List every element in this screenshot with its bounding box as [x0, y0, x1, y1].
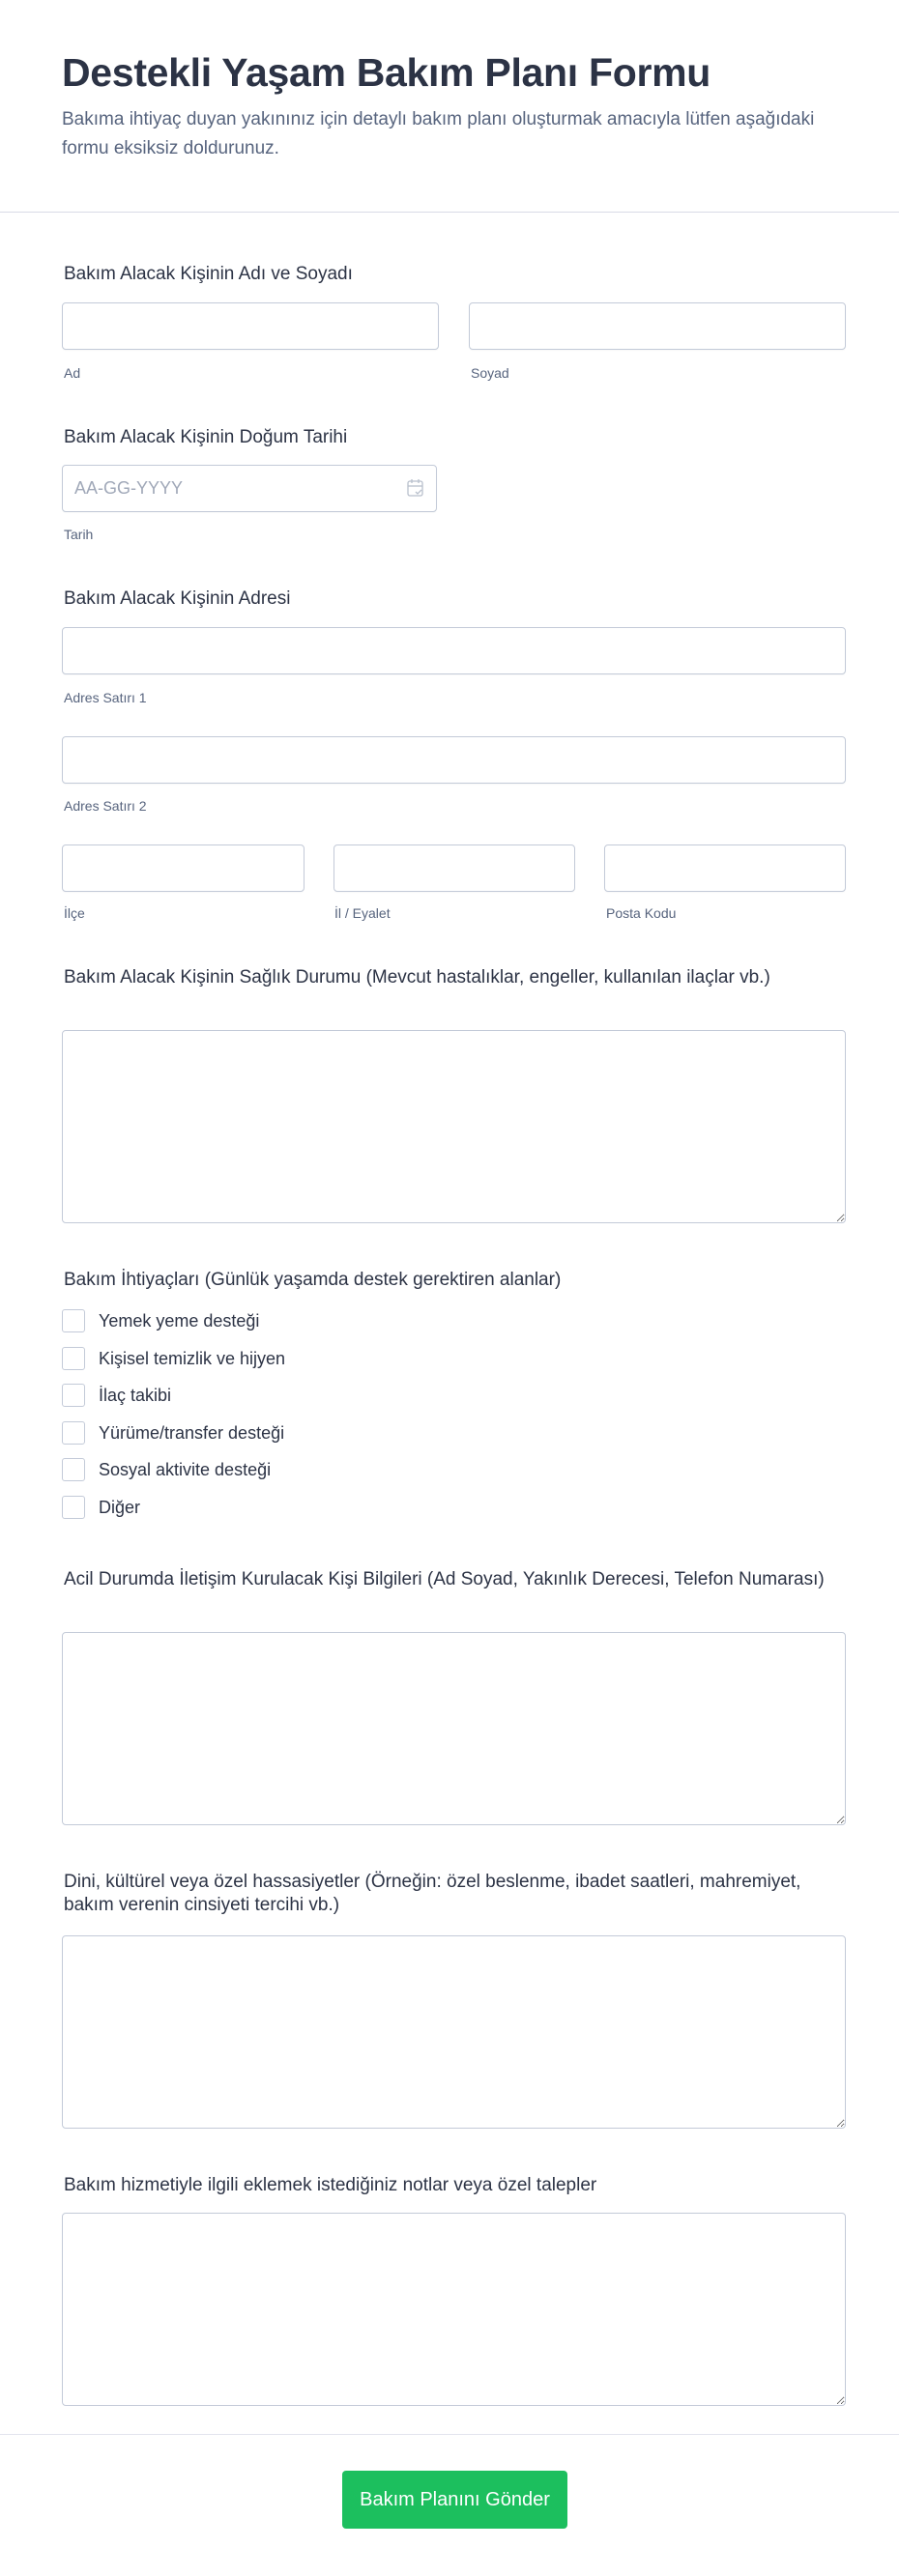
emergency-contact-textarea[interactable] [62, 1632, 846, 1825]
district-input[interactable] [62, 844, 304, 892]
checkbox[interactable] [62, 1458, 85, 1481]
calendar-icon[interactable] [407, 478, 423, 498]
state-sublabel: İl / Eyalet [334, 905, 391, 921]
first-name-sublabel: Ad [64, 365, 81, 381]
needs-option[interactable] [62, 1308, 259, 1333]
checkbox[interactable] [62, 1309, 85, 1332]
option-label: Yürüme/transfer desteği [99, 1422, 285, 1443]
needs-option[interactable] [62, 1420, 284, 1445]
page-title: Destekli Yaşam Bakım Planı Formu [62, 50, 711, 95]
needs-option[interactable] [62, 1383, 171, 1408]
form-header [0, 0, 899, 213]
notes-label: Bakım hizmetiyle ilgili eklemek istediğiniz notlar veya özel talepler [64, 2175, 597, 2195]
sensitivities-label: Dini, kültürel veya özel hassasiyetler (Örneğin: özel beslenme, ibadet saatleri, mahremiyet, bakım verenin cinsiyeti tercihi vb.) [64, 1872, 801, 1915]
option-label: Diğer [99, 1497, 141, 1517]
needs-option[interactable] [62, 1346, 285, 1371]
submit-button[interactable]: Bakım Planını Gönder [342, 2471, 567, 2529]
option-label: Yemek yeme desteği [99, 1310, 260, 1331]
postal-code-input[interactable] [604, 844, 846, 892]
address-line2-sublabel: Adres Satırı 2 [64, 798, 147, 814]
last-name-sublabel: Soyad [471, 365, 509, 381]
first-name-input[interactable] [62, 302, 439, 350]
emergency-contact-label: Acil Durumda İletişim Kurulacak Kişi Bilgileri (Ad Soyad, Yakınlık Derecesi, Telefon Numarası) [64, 1569, 825, 1589]
address-line1-sublabel: Adres Satırı 1 [64, 690, 147, 705]
address-line2-input[interactable] [62, 736, 846, 784]
notes-textarea[interactable] [62, 2213, 846, 2406]
postal-code-sublabel: Posta Kodu [606, 905, 677, 921]
checkbox[interactable] [62, 1421, 85, 1445]
health-textarea[interactable] [62, 1030, 846, 1223]
checkbox[interactable] [62, 1384, 85, 1407]
last-name-input[interactable] [469, 302, 846, 350]
health-label: Bakım Alacak Kişinin Sağlık Durumu (Mevcut hastalıklar, engeller, kullanılan ilaçlar vb.) [64, 967, 770, 987]
needs-option[interactable] [62, 1457, 271, 1482]
dob-label: Bakım Alacak Kişinin Doğum Tarihi [64, 427, 348, 447]
dob-input[interactable] [62, 465, 437, 512]
dob-sublabel: Tarih [64, 527, 94, 542]
sensitivities-textarea[interactable] [62, 1935, 846, 2129]
name-label: Bakım Alacak Kişinin Adı ve Soyadı [64, 264, 353, 284]
needs-label: Bakım İhtiyaçları (Günlük yaşamda destek gerektiren alanlar) [64, 1270, 562, 1290]
option-label: İlaç takibi [99, 1385, 172, 1405]
option-label: Kişisel temizlik ve hijyen [99, 1348, 286, 1368]
option-label: Sosyal aktivite desteği [99, 1459, 272, 1479]
address-label: Bakım Alacak Kişinin Adresi [64, 588, 291, 609]
checkbox[interactable] [62, 1496, 85, 1519]
district-sublabel: İlçe [64, 905, 85, 921]
needs-option[interactable] [62, 1495, 140, 1520]
address-line1-input[interactable] [62, 627, 846, 674]
page-subtitle: Bakıma ihtiyaç duyan yakınınız için detaylı bakım planı oluşturmak amacıyla lütfen aşağıdaki formu eksiksiz doldurunuz. [62, 109, 815, 158]
state-input[interactable] [334, 844, 575, 892]
footer-divider [0, 2434, 899, 2435]
checkbox[interactable] [62, 1347, 85, 1370]
